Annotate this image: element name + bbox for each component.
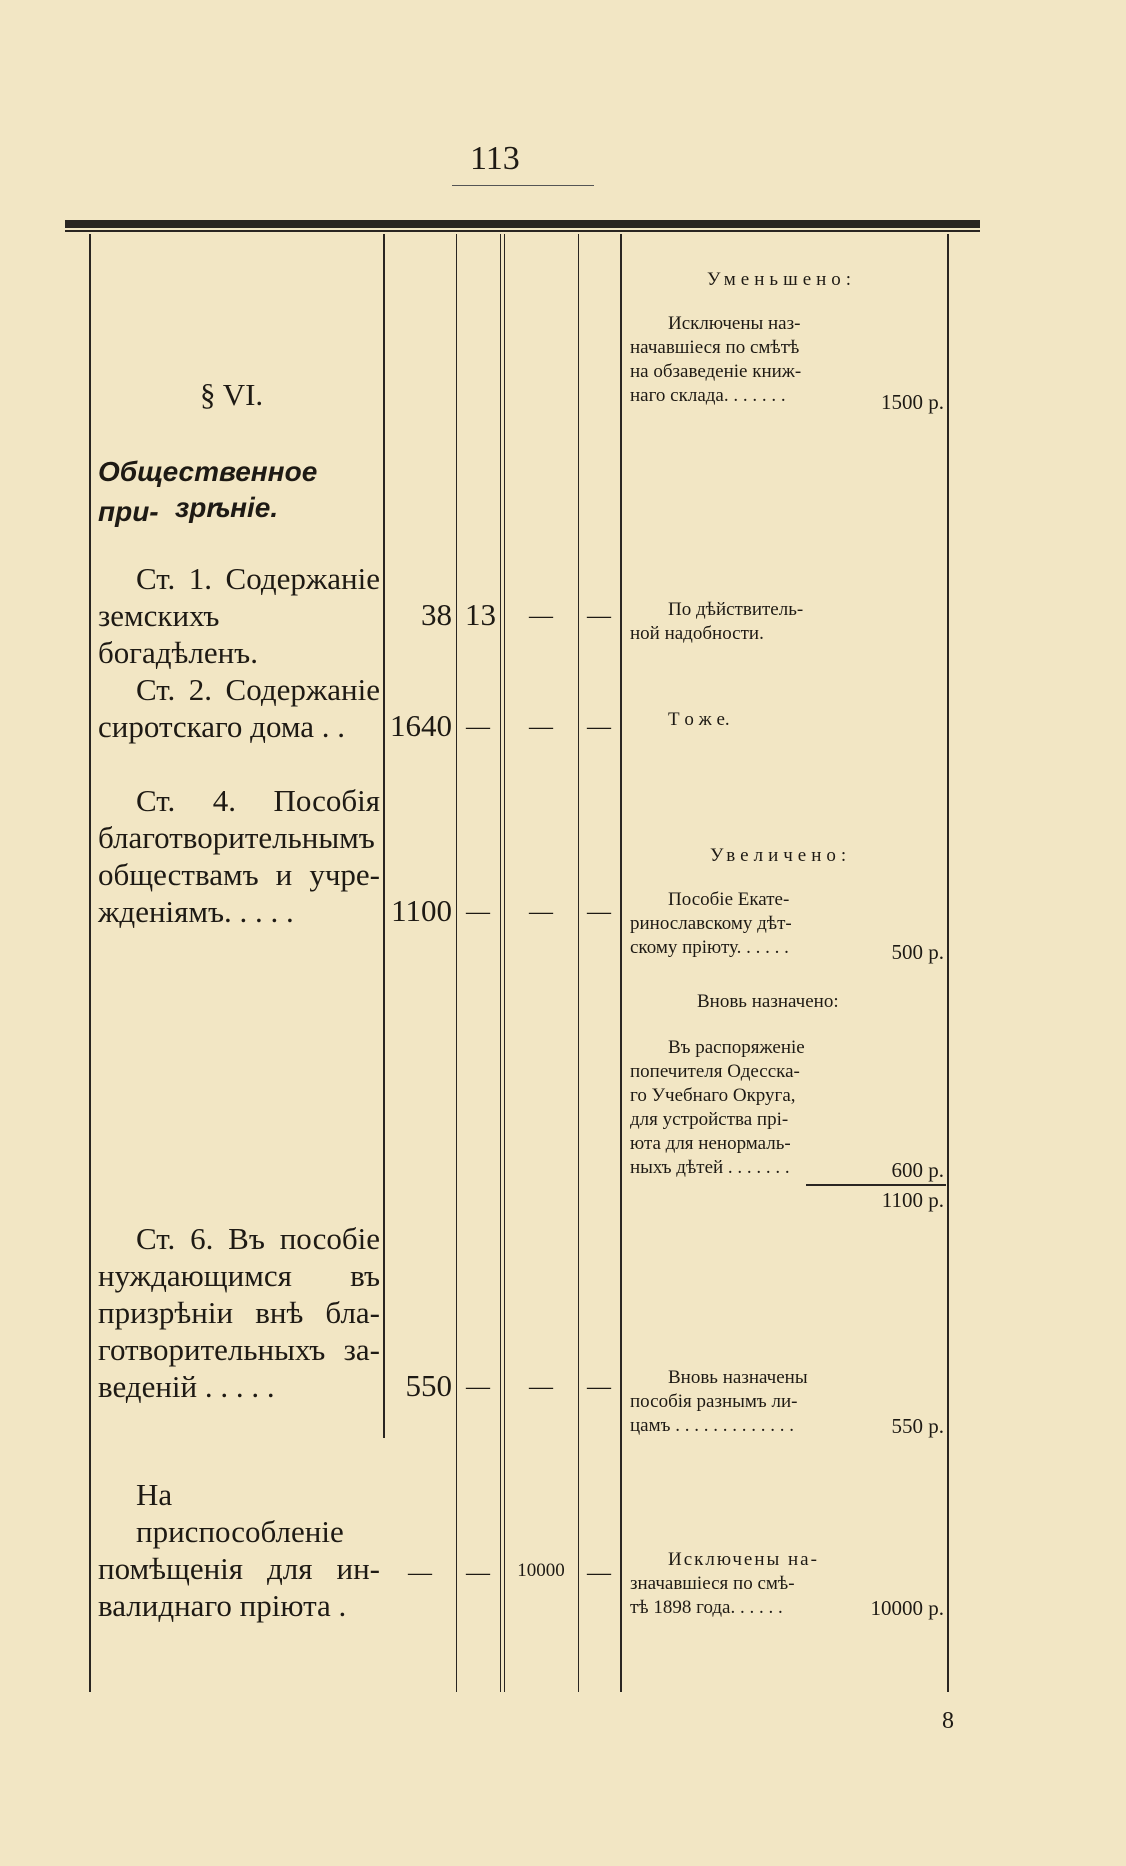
- row-label-line: нуждающимся въ: [98, 1258, 380, 1293]
- row-label-line: На приспособленіе: [136, 1477, 344, 1549]
- row-label-line: помѣщенія для ин-: [98, 1551, 380, 1586]
- row-label-line: Ст. 2. Содержаніе: [136, 672, 380, 707]
- row-label-line: Ст. 6. Въ пособіе: [136, 1221, 380, 1256]
- row-2-note: Т о ж е.: [668, 709, 730, 730]
- row-label-line: Ст. 1. Содержаніе: [136, 561, 380, 596]
- row-4-col4: —: [587, 1374, 611, 1400]
- note-line: пособія разнымъ ли-: [630, 1391, 798, 1412]
- page-number-underline: [452, 185, 594, 186]
- row-4-note-amount: 550 р.: [891, 1414, 944, 1438]
- note-line: Вновь назначены: [668, 1367, 808, 1388]
- row-label-line: призрѣніи внѣ бла-: [98, 1295, 380, 1330]
- column-divider-2b: [504, 234, 505, 1692]
- column-divider-1: [456, 234, 457, 1692]
- note-line: Пособіе Екате-: [668, 889, 790, 910]
- row-label-line: сиротскаго дома . .: [98, 709, 346, 744]
- column-divider-notes: [620, 234, 622, 1692]
- row-1-col2: 13: [465, 597, 496, 632]
- note-line: наго склада. . . . . . .: [630, 385, 786, 406]
- note-line: ринославскому дѣт-: [630, 913, 792, 934]
- row-5-col4: —: [587, 1560, 611, 1586]
- row-label-line: жденіямъ. . . . .: [98, 894, 294, 929]
- column-divider-2: [500, 234, 501, 1692]
- signature-mark: 8: [942, 1708, 954, 1734]
- note-line: для устройства прі-: [630, 1109, 789, 1130]
- row-label-line: готворительныхъ за-: [98, 1332, 380, 1367]
- sum-rule: [806, 1184, 946, 1186]
- section-heading: § VI.: [200, 377, 264, 412]
- note-line: начавшіеся по смѣтѣ: [630, 337, 800, 358]
- note-line: скому пріюту. . . . . .: [630, 937, 789, 958]
- newly-total: 1100 р.: [881, 1188, 944, 1212]
- row-label-line: обществамъ и учре-: [98, 857, 380, 892]
- row-5-note-amount: 10000 р.: [870, 1596, 944, 1620]
- row-3-col3: —: [529, 899, 553, 925]
- note-line: го Учебнаго Округа,: [630, 1085, 796, 1106]
- note-line: По дѣйствитель-: [668, 599, 804, 620]
- row-4-col2: —: [466, 1374, 490, 1400]
- left-border: [89, 234, 91, 1692]
- section-title-line2: зрѣніе.: [175, 492, 279, 523]
- note-line: ной надобности.: [630, 623, 764, 644]
- note-line: тѣ 1898 года. . . . . .: [630, 1597, 783, 1618]
- page-number: 113: [470, 140, 520, 177]
- row-2-label: [98, 671, 380, 745]
- row-4-label: [98, 1220, 380, 1405]
- row-1-col1: 38: [421, 597, 452, 632]
- increased-header: Увеличено:: [710, 845, 852, 866]
- row-1-col4: —: [587, 603, 611, 629]
- note-line: юта для ненормаль-: [630, 1133, 791, 1154]
- row-3-col1: 1100: [391, 893, 452, 928]
- note-line: Исключены на-: [668, 1549, 819, 1570]
- note-line: на обзаведеніе книж-: [630, 361, 802, 382]
- table-top-rule-thin: [65, 230, 980, 232]
- decreased-header: Уменьшено:: [707, 269, 857, 290]
- row-2-col4: —: [587, 714, 611, 740]
- newly-amount: 600 р.: [891, 1158, 944, 1182]
- row-1-col3: —: [529, 603, 553, 629]
- row-2-col1: 1640: [390, 708, 452, 743]
- row-3-col2: —: [466, 899, 490, 925]
- note-line: попечителя Одесска-: [630, 1061, 800, 1082]
- row-5-col2: —: [466, 1560, 490, 1586]
- newly-header: Вновь назначено:: [697, 991, 839, 1012]
- row-3-col4: —: [587, 899, 611, 925]
- column-divider-3: [578, 234, 579, 1692]
- row-label-line: веденій . . . . .: [98, 1369, 275, 1404]
- row-4-col3: —: [529, 1374, 553, 1400]
- note-line: значавшіеся по смѣ-: [630, 1573, 795, 1594]
- row-label-line: валиднаго пріюта .: [98, 1588, 347, 1623]
- note-line: ныхъ дѣтей . . . . . . .: [630, 1157, 790, 1178]
- row-1-label: [98, 560, 380, 671]
- note-line: Въ распоряженіе: [668, 1037, 805, 1058]
- decreased-amount: 1500 р.: [881, 390, 944, 414]
- row-label-line: Ст. 4. Пособія: [136, 783, 380, 818]
- row-5-label: [98, 1476, 380, 1624]
- increased-amount: 500 р.: [891, 940, 944, 964]
- row-label-line: земскихъ богадѣленъ.: [98, 598, 258, 670]
- row-3-label: [98, 782, 380, 930]
- row-4-col1: 550: [405, 1368, 452, 1403]
- row-label-line: благотворительнымъ: [98, 820, 375, 855]
- row-5-col3: 10000: [517, 1560, 565, 1581]
- row-2-col2: —: [466, 714, 490, 740]
- row-1-note: [630, 598, 803, 646]
- row-5-col1: —: [408, 1560, 432, 1586]
- row-2-col3: —: [529, 714, 553, 740]
- note-line: цамъ . . . . . . . . . . . . .: [630, 1415, 794, 1436]
- note-line: Исключены наз-: [668, 313, 801, 334]
- section-title-line1: Общественное при-: [98, 456, 318, 527]
- right-border: [947, 234, 949, 1692]
- column-divider-text: [383, 234, 385, 1438]
- table-top-rule: [65, 220, 980, 228]
